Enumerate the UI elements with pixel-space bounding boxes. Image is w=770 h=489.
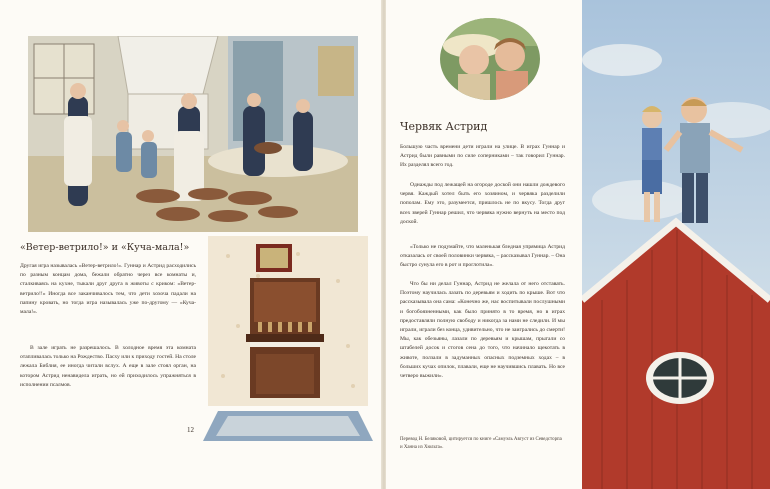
organ-illustration [198, 236, 378, 448]
right-page [386, 0, 770, 489]
roof-illustration [582, 0, 770, 489]
footnote: Перевод Н. Беляковой, цитируется по книге «Самуэль Август из Севедсторпа и Ханна из Хюльта». [400, 437, 562, 450]
page-number: 12 [187, 426, 194, 434]
right-paragraph-4: Что бы ни делал Гуннар, Астрид не желала от него отставать. Поэтому научилась лазать по деревьям и ходить по крыше. Вот что рассказывала она сама: «Конечно же, нас воспитывали послушными и богобоязненными, как было принято в то время, но в играх предоставляли полную свободу и никогда за нами не следили. И мы играли, играли без конца, удивительно, что не заигрались до смерти! Мы, как обезьяны, лазали по деревьям и крышам, прыгали со штабелей досок и стогов сена до того, что начинало щекотать в животе, ползали в задуманных опасных подземных ходах – в больших кучах опилок, плавали, еще не научившись плавать. Но все четверо выжили». [400, 281, 565, 380]
children-vignette-illustration [438, 16, 542, 102]
left-paragraph-1: Другая игра называлась «Ветер-ветрило!». Гуннар и Астрид расходились по разным концам дома, бежали обратно через все комнаты и, сталкиваясь на кухне, тыкали друг друга в животы с криком: «Ветер-ветрило!!» Иногда все заканчивалось тем, что дети хохоча падали на папину кровать, но тогда игра называлась уже по-другому — «Куча-мала!». [20, 263, 196, 316]
kitchen-illustration [28, 36, 358, 232]
left-page [0, 0, 383, 489]
right-paragraph-2: Однажды под лежащей на огороде доской они нашли дождевого червя. Каждый хотел быть его хозяином, и червяка разделили пополам. Ему это, разумеется, пришлось не по вкусу. Тогда друг всех зверей Гуннар решил, что червяка нужно вернуть на место под доской. [400, 182, 565, 225]
left-paragraph-2: В зале играть не разрешалось. В холодное время эта комната отапливалась только на Рождество. Пасху или к приходу гостей. На столе лежала Библия, ее иногда читали вслух. А еще в зале стоял орган, на котором Астрид ненавидела играть, но ей приходилось упражняться в исполнении псалмов. [20, 345, 196, 388]
left-heading: «Ветер-ветрило!» и «Куча-мала!» [20, 242, 190, 253]
right-paragraph-3: «Только не подумайте, что маленькая бледная упрямица Астрид отказалась от своей половинки червяка, – рассказывал Гуннар. – Она быстро сунула его в рот и проглотила». [400, 244, 565, 269]
right-heading: Червяк Астрид [400, 120, 488, 133]
right-paragraph-1: Большую часть времени дети играли на улице. В играх Гуннар и Астрид были равными по силе соперниками – так говорил Гуннар. Их разделял всего год. [400, 144, 565, 169]
